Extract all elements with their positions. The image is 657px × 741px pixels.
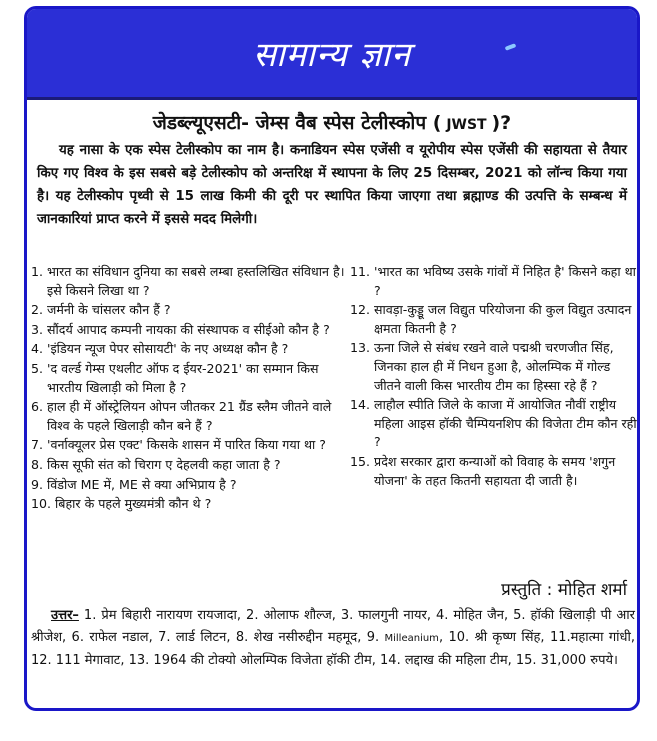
question-item	[31, 321, 349, 340]
article-heading	[27, 109, 637, 135]
question-item	[31, 263, 349, 300]
question-number: 11.	[350, 264, 371, 279]
question-number: 13.	[350, 340, 371, 356]
heading-main: जेडब्ल्यूएसटी- जेम्स वैब स्पेस टेलीस्कोप (	[152, 112, 442, 134]
question-text: किस सूफी संत को चिराग ए देहलवी कहा जाता है ?	[47, 456, 281, 472]
question-number: 4.	[31, 341, 44, 357]
question-number: 15.	[350, 453, 371, 469]
question-item	[31, 301, 349, 320]
question-item	[350, 396, 638, 452]
question-number: 1.	[31, 264, 44, 279]
question-item	[31, 456, 349, 475]
question-item	[31, 398, 349, 435]
question-text: बिहार के पहले मुख्यमंत्री कौन थे ?	[55, 496, 212, 512]
title-banner	[27, 9, 637, 100]
questions-left-column	[31, 263, 349, 515]
question-text: 'द वर्ल्ड गेम्स एथलीट ऑफ द ईयर-2021' का सम्मान किस भारतीय खिलाड़ी को मिला है ?	[47, 360, 319, 395]
question-item	[350, 263, 638, 300]
question-item	[31, 436, 349, 455]
brush-mark-decoration	[505, 43, 517, 51]
answers-milleanium: Milleanium	[384, 633, 439, 644]
presenter-credit: प्रस्तुति : मोहित शर्मा	[501, 580, 627, 600]
question-text: प्रदेश सरकार द्वारा कन्याओं को विवाह के समय 'शगुन योजना' के तहत कितनी सहायता दी जाती है।	[374, 453, 616, 488]
question-item	[350, 301, 638, 338]
question-number: 14.	[350, 397, 371, 413]
question-number: 6.	[31, 399, 44, 415]
question-text: ऊना जिले से संबंध रखने वाले पद्मश्री चरणजीत सिंह, जिनका हाल ही में निधन हुआ है, ओलम्पिक में गोल्ड जीतने वाली किस भारतीय टीम का हिस्सा रहे हैं ?	[374, 340, 614, 393]
question-text: 'इंडियन न्यूज पेपर सोसायटी' के नए अध्यक्ष कौन है ?	[47, 341, 289, 357]
question-item	[350, 339, 638, 395]
question-text: हाल ही में ऑस्ट्रेलियन ओपन जीतकर 21 ग्रैंड स्लैम जीतने वाले विश्व के पहले खिलाड़ी कौन बने हैं ?	[47, 399, 332, 433]
question-text: 'भारत का भविष्य उसके गांवों में निहित है' किसने कहा था ?	[374, 264, 636, 298]
intro-paragraph: यह नासा के एक स्पेस टेलीस्कोप का नाम है। कनाडियन स्पेस एजेंसी व यूरोपीय स्पेस एजेंसी की सहायता से तैयार किए गए विश्व के इस सबसे बड़े टेलीस्कोप को अन्तरिक्ष में स्थापना के लिए 25 दिसम्बर, 2021 को लॉन्च किया गया है। यह टेलीस्कोप पृथ्वी से 15 लाख किमी की दूरी पर स्थापित किया जाएगा तथा ब्रह्माण्ड की उत्पत्ति के सम्बन्ध में जानकारियां प्राप्त करने में इससे मदद मिलेगी।	[37, 143, 627, 227]
question-number: 7.	[31, 437, 44, 453]
question-text: लाहौल स्पीति जिले के काजा में आयोजित नौवीं राष्ट्रीय महिला आइस हॉकी चैम्पियनशिप की विजेता टीम कौन रही ?	[374, 397, 637, 450]
question-text: सावड़ा-कुड्डू जल विद्युत परियोजना की कुल विद्युत उत्पादन क्षमता कितनी है ?	[374, 302, 632, 336]
question-number: 2.	[31, 302, 44, 318]
question-item	[31, 340, 349, 359]
question-number: 12.	[350, 302, 371, 318]
question-text: विंडोज ME में, ME से क्या अभिप्राय है ?	[47, 476, 237, 492]
question-item	[31, 495, 349, 514]
question-item	[31, 476, 349, 495]
question-text: 'वर्नाक्यूलर प्रेस एक्ट' किसके शासन में पारित किया गया था ?	[47, 437, 326, 453]
heading-abbr: JWST	[441, 117, 492, 133]
question-number: 5.	[31, 360, 44, 376]
question-item	[350, 453, 638, 490]
questions-right-column	[350, 263, 638, 491]
question-number: 8.	[31, 456, 44, 472]
answers-part2: , 10. श्री कृष्ण सिंह, 11.महात्मा गांधी, 12. 111 मेगावाट, 13. 1964 की टोक्यो ओलम्पिक विजेता हॉकी टीम, 14. लद्दाख की महिला टीम, 15. 31,000 रुपये।	[31, 630, 636, 668]
quiz-panel	[24, 6, 640, 711]
question-text: सौंदर्य आपाद कम्पनी नायका की संस्थापक व सीईओ कौन है ?	[47, 321, 330, 337]
banner-title: सामान्य ज्ञान	[253, 35, 411, 75]
question-text: जर्मनी के चांसलर कौन हैं ?	[47, 302, 171, 318]
question-number: 10.	[31, 496, 52, 512]
answers-label: उत्तर–	[51, 608, 79, 623]
answers-part1: 1. प्रेम बिहारी नारायण रायजादा, 2. ओलाफ शौल्ज, 3. फालगुनी नायर, 4. मोहित जैन, 5. हॉकी खिलाड़ी पी आर श्रीजेश, 6. राफेल नडाल, 7. लार्ड लिटन, 8. शेख नसीरुद्दीन महमूद, 9.	[31, 608, 635, 645]
heading-end: )?	[491, 112, 512, 134]
question-number: 9.	[31, 476, 44, 492]
question-number: 3.	[31, 321, 44, 337]
question-text: भारत का संविधान दुनिया का सबसे लम्बा हस्तलिखित संविधान है। इसे किसने लिखा था ?	[47, 264, 345, 298]
question-item	[31, 360, 349, 397]
answers-paragraph	[31, 605, 635, 672]
